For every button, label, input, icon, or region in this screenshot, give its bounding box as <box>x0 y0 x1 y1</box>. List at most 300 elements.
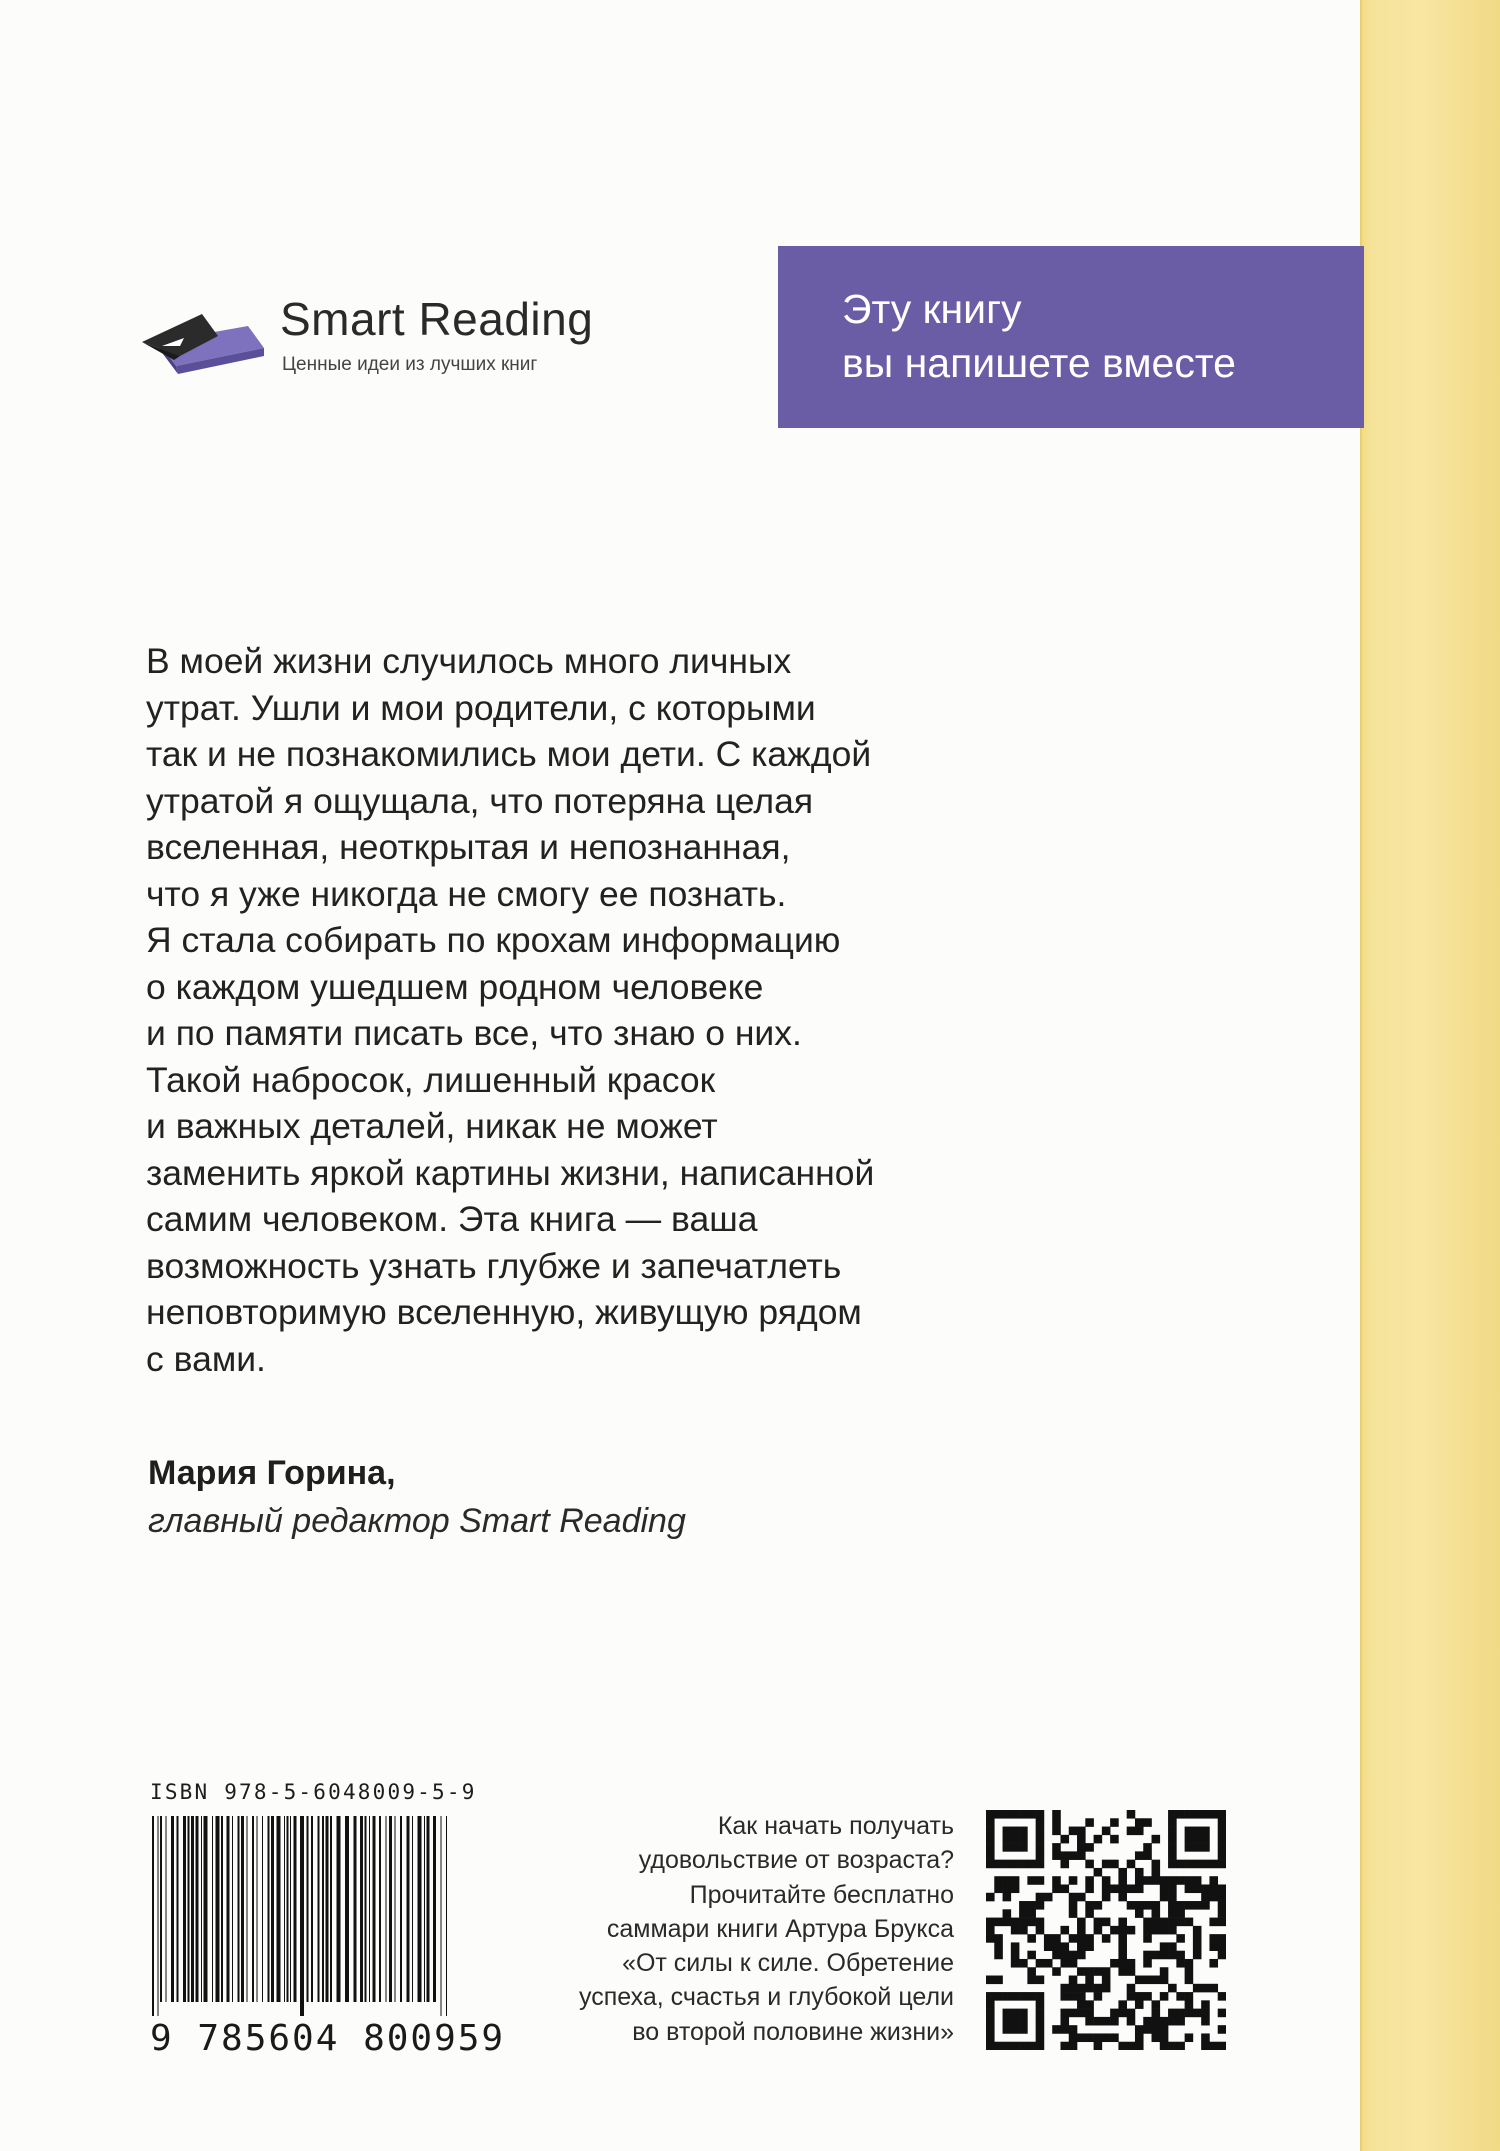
qr-module <box>1168 1909 1177 1918</box>
qr-module <box>1127 2009 1136 2018</box>
qr-module <box>1201 1835 1210 1844</box>
qr-module <box>1011 1827 1020 1836</box>
qr-module <box>1094 1926 1103 1935</box>
blurb-line: и важных деталей, никак не может <box>146 1106 718 1146</box>
qr-module <box>1036 1835 1045 1844</box>
barcode-bar <box>204 1816 208 2002</box>
qr-module <box>1077 1926 1086 1935</box>
barcode-bar <box>183 1816 186 2002</box>
qr-module <box>1160 1884 1169 1893</box>
barcode-bar <box>412 1816 413 2002</box>
qr-module <box>1060 2009 1069 2018</box>
qr-module <box>1185 1810 1194 1819</box>
brand-name: Smart Reading <box>280 293 594 345</box>
qr-module <box>1168 1843 1177 1852</box>
qr-module <box>1201 1827 1210 1836</box>
qr-module <box>1185 1901 1194 1910</box>
qr-module <box>1102 1860 1111 1869</box>
author-role: главный редактор Smart Reading <box>148 1502 686 1540</box>
qr-module <box>1152 1976 1161 1985</box>
qr-module <box>1019 2042 1028 2050</box>
qr-module <box>1201 2042 1210 2050</box>
qr-module <box>1118 1951 1127 1960</box>
blurb-line: и по памяти писать все, что знаю о них. <box>146 1013 802 1053</box>
qr-module <box>1185 1967 1194 1976</box>
promo-line: саммари книги Артура Брукса <box>606 1914 954 1943</box>
qr-module <box>1135 1851 1144 1860</box>
qr-module <box>986 2025 995 2034</box>
qr-module <box>1052 1810 1061 1819</box>
qr-module <box>1185 1918 1194 1927</box>
qr-module <box>1193 1835 1202 1844</box>
qr-module <box>1201 1810 1210 1819</box>
qr-module <box>1118 2042 1127 2050</box>
barcode-bar <box>271 1816 274 2002</box>
qr-module <box>1102 1934 1111 1943</box>
blurb-text <box>146 638 1016 1382</box>
qr-module <box>1060 1984 1069 1993</box>
qr-module <box>1060 1835 1069 1844</box>
qr-module <box>1152 2033 1161 2042</box>
qr-module <box>1094 1835 1103 1844</box>
qr-module <box>1011 2017 1020 2026</box>
qr-module <box>1019 1959 1028 1968</box>
qr-module <box>1193 1901 1202 1910</box>
qr-code-icon[interactable] <box>986 1810 1226 2050</box>
qr-module <box>1102 1976 1111 1985</box>
qr-module <box>1069 1909 1078 1918</box>
qr-module <box>1135 2000 1144 2009</box>
qr-module <box>1036 1876 1045 1885</box>
qr-module <box>1152 1860 1161 1869</box>
qr-module <box>1176 2017 1185 2026</box>
barcode-bar <box>326 1816 329 2002</box>
qr-module <box>1085 2009 1094 2018</box>
qr-module <box>1127 2042 1136 2050</box>
promo-line: Прочитайте бесплатно <box>689 1880 954 1909</box>
qr-module <box>1201 1860 1210 1869</box>
qr-module <box>1209 1959 1218 1968</box>
qr-module <box>1152 2025 1161 2034</box>
barcode-bar <box>395 1816 396 2002</box>
barcode-bar <box>221 1816 223 2002</box>
qr-module <box>1011 1918 1020 1927</box>
qr-module <box>1110 1884 1119 1893</box>
qr-module <box>994 1942 1003 1951</box>
qr-module <box>1011 1860 1020 1869</box>
qr-module <box>1135 1818 1144 1827</box>
qr-module <box>1027 1810 1036 1819</box>
qr-module <box>1193 1827 1202 1836</box>
qr-module <box>1036 1976 1045 1985</box>
qr-module <box>1003 1893 1012 1902</box>
qr-module <box>1069 2025 1078 2034</box>
qr-module <box>1036 1810 1045 1819</box>
qr-module <box>994 1992 1003 2001</box>
barcode-bar <box>152 1816 154 2016</box>
qr-module <box>1176 1860 1185 1869</box>
qr-module <box>1127 1959 1136 1968</box>
qr-module <box>1185 1976 1194 1985</box>
qr-module <box>1036 2042 1045 2050</box>
qr-module <box>1168 1818 1177 1827</box>
qr-module <box>1209 1918 1218 1927</box>
barcode-bar <box>365 1816 367 2002</box>
qr-module <box>1118 1876 1127 1885</box>
promo-line: во второй половине жизни» <box>632 2017 954 2046</box>
qr-module <box>1201 1893 1210 1902</box>
qr-module <box>1218 1827 1226 1836</box>
qr-module <box>1143 1901 1152 1910</box>
qr-module <box>1218 1934 1226 1943</box>
promo-line: «От силы к силе. Обретение <box>622 1949 954 1978</box>
qr-module <box>1168 1926 1177 1935</box>
qr-module <box>1168 1918 1177 1927</box>
qr-module <box>1003 1918 1012 1927</box>
barcode-bar <box>277 1816 281 2002</box>
blurb-line: так и не познакомились мои дети. С каждой <box>146 734 872 774</box>
qr-module <box>1152 2017 1161 2026</box>
qr-module <box>1127 1967 1136 1976</box>
qr-module <box>1085 1876 1094 1885</box>
qr-module <box>1060 2025 1069 2034</box>
qr-module <box>1168 1810 1177 1819</box>
qr-module <box>1152 2009 1161 2018</box>
qr-module <box>1077 2000 1086 2009</box>
qr-module <box>1077 1942 1086 1951</box>
qr-module <box>1160 1992 1169 2001</box>
barcode-bar <box>424 1816 425 2002</box>
qr-module <box>1160 2025 1169 2034</box>
qr-module <box>1069 1893 1078 1902</box>
qr-module <box>1168 2017 1177 2026</box>
qr-module <box>1185 1959 1194 1968</box>
blurb-line: Я стала собирать по крохам информацию <box>146 920 841 960</box>
barcode-bar <box>188 1816 190 2002</box>
qr-module <box>986 1860 995 1869</box>
qr-module <box>1011 1959 1020 1968</box>
qr-module <box>1019 1843 1028 1852</box>
qr-module <box>1118 1959 1127 1968</box>
qr-module <box>1060 1860 1069 1869</box>
qr-module <box>1011 1942 1020 1951</box>
qr-module <box>986 2042 995 2050</box>
qr-module <box>1135 1901 1144 1910</box>
qr-module <box>1118 1884 1127 1893</box>
qr-module <box>1085 2000 1094 2009</box>
qr-module <box>1127 1984 1136 1993</box>
qr-module <box>1135 2042 1144 2050</box>
blurb-line: возможность узнать глубже и запечатлеть <box>146 1245 842 1286</box>
banner-line-2: вы напишете вместе <box>842 340 1236 386</box>
qr-module <box>1218 1909 1226 1918</box>
barcode-bar <box>294 1816 297 2002</box>
barcode-bar <box>407 1816 410 2002</box>
qr-module <box>1218 1860 1226 1869</box>
qr-module <box>1193 1942 1202 1951</box>
qr-module <box>1118 1918 1127 1927</box>
qr-module <box>1118 2000 1127 2009</box>
qr-module <box>1185 2033 1194 2042</box>
barcode-bar <box>446 1816 447 2016</box>
qr-module <box>1185 1992 1194 2001</box>
qr-module <box>1077 1835 1086 1844</box>
qr-module <box>1019 1901 1028 1910</box>
qr-module <box>1209 1984 1218 1993</box>
qr-module <box>1193 1810 1202 1819</box>
qr-module <box>1152 1868 1161 1877</box>
qr-module <box>1143 2017 1152 2026</box>
qr-module <box>1143 1843 1152 1852</box>
qr-module <box>1019 1992 1028 2001</box>
blurb-line: что я уже никогда не смогу ее познать. <box>146 873 787 914</box>
blurb-line: утратой я ощущала, что потеряна целая <box>146 780 814 821</box>
qr-module <box>1060 1942 1069 1951</box>
qr-module <box>1094 1967 1103 1976</box>
qr-module <box>1060 1951 1069 1960</box>
qr-module <box>1036 2009 1045 2018</box>
qr-module <box>1102 1893 1111 1902</box>
qr-module <box>1118 1926 1127 1935</box>
qr-module <box>1168 1876 1177 1885</box>
qr-module <box>1027 1876 1036 1885</box>
qr-module <box>1127 1992 1136 2001</box>
qr-module <box>1060 1851 1069 1860</box>
blurb-line: о каждом ушедшем родном человеке <box>146 966 764 1007</box>
qr-module <box>1102 1984 1111 1993</box>
qr-module <box>986 2000 995 2009</box>
qr-module <box>1176 1959 1185 1968</box>
barcode-bar <box>322 1816 324 2002</box>
qr-module <box>1118 1893 1127 1902</box>
qr-module <box>1036 1851 1045 1860</box>
qr-module <box>1094 1868 1103 1877</box>
qr-module <box>1102 1827 1111 1836</box>
qr-module <box>1052 2025 1061 2034</box>
qr-module <box>1019 1926 1028 1935</box>
barcode-icon <box>148 1816 458 2016</box>
qr-module <box>1160 2033 1169 2042</box>
qr-module <box>1003 1909 1012 1918</box>
qr-module <box>1127 1901 1136 1910</box>
qr-module <box>1003 1827 1012 1836</box>
qr-module <box>994 1951 1003 1960</box>
qr-module <box>1193 1926 1202 1935</box>
barcode-bar <box>171 1816 174 2002</box>
qr-module <box>1168 1951 1177 1960</box>
barcode-bar <box>307 1816 309 2002</box>
blurb-line: заменить яркой картины жизни, написанной <box>146 1152 875 1193</box>
qr-module <box>1127 1810 1136 1819</box>
qr-module <box>1201 1984 1210 1993</box>
qr-module <box>1052 1951 1061 1960</box>
qr-module <box>1085 2017 1094 2026</box>
qr-module <box>1193 1934 1202 1943</box>
barcode-bar <box>290 1816 291 2002</box>
qr-module <box>994 2042 1003 2050</box>
qr-module <box>1077 1951 1086 1960</box>
qr-module <box>1168 1827 1177 1836</box>
qr-module <box>1077 2033 1086 2042</box>
barcode-bar <box>191 1816 194 2002</box>
qr-module <box>1011 1876 1020 1885</box>
qr-module <box>1077 1827 1086 1836</box>
qr-module <box>1218 2009 1226 2018</box>
qr-module <box>994 1884 1003 1893</box>
qr-module <box>1085 1860 1094 1869</box>
qr-module <box>1176 1909 1185 1918</box>
qr-module <box>1102 2033 1111 2042</box>
qr-module <box>1077 1984 1086 1993</box>
qr-module <box>1127 2017 1136 2026</box>
qr-module <box>1168 1851 1177 1860</box>
qr-module <box>1168 1835 1177 1844</box>
qr-module <box>1069 1934 1078 1943</box>
barcode-bar <box>318 1816 320 2002</box>
qr-module <box>1176 1992 1185 2001</box>
qr-module <box>1110 1835 1119 1844</box>
qr-module <box>1110 1818 1119 1827</box>
qr-module <box>1094 2042 1103 2050</box>
qr-module <box>1027 1976 1036 1985</box>
promo-line: успеха, счастья и глубокой цели <box>579 1983 954 2012</box>
qr-module <box>1052 1851 1061 1860</box>
qr-module <box>1152 1876 1161 1885</box>
qr-module <box>1209 1810 1218 1819</box>
qr-module <box>1102 1918 1111 1927</box>
qr-module <box>1218 1942 1226 1951</box>
qr-module <box>1209 1860 1218 1869</box>
qr-module <box>1218 1818 1226 1827</box>
qr-module <box>1011 1843 1020 1852</box>
qr-module <box>1135 1827 1144 1836</box>
barcode-bar <box>238 1816 240 2002</box>
qr-module <box>1069 1959 1078 1968</box>
blurb-line: В моей жизни случилось много личных <box>146 641 792 681</box>
qr-module <box>1193 2009 1202 2018</box>
qr-module <box>1003 1810 1012 1819</box>
barcode-bar <box>354 1816 357 2002</box>
qr-module <box>1011 1926 1020 1935</box>
blurb-line: вселенная, неоткрытая и непознанная, <box>146 827 791 867</box>
qr-module <box>1003 2017 1012 2026</box>
qr-module <box>1218 1843 1226 1852</box>
qr-module <box>1143 1934 1152 1943</box>
qr-module <box>1160 1876 1169 1885</box>
qr-module <box>1019 2017 1028 2026</box>
qr-module <box>1036 1827 1045 1836</box>
barcode-bar <box>227 1816 230 2002</box>
qr-module <box>1019 2009 1028 2018</box>
qr-module <box>1218 1893 1226 1902</box>
qr-module <box>1135 1884 1144 1893</box>
qr-module <box>1209 1934 1218 1943</box>
qr-module <box>1160 1893 1169 1902</box>
qr-module <box>1185 1860 1194 1869</box>
barcode-bar <box>360 1816 363 2002</box>
qr-module <box>1168 1901 1177 1910</box>
qr-module <box>1003 2042 1012 2050</box>
qr-module <box>1044 1942 1053 1951</box>
qr-module <box>1218 2042 1226 2050</box>
isbn-label: ISBN 978-5-6048009-5-9 <box>150 1780 477 1804</box>
qr-module <box>1036 2000 1045 2009</box>
qr-module <box>1085 1901 1094 1910</box>
qr-module <box>1027 1934 1036 1943</box>
qr-module <box>1193 1884 1202 1893</box>
qr-module <box>1085 1984 1094 1993</box>
qr-module <box>1077 1967 1086 1976</box>
barcode-bar <box>166 1816 167 2002</box>
qr-module <box>1036 1818 1045 1827</box>
qr-module <box>1218 1901 1226 1910</box>
barcode-bar <box>212 1816 213 2002</box>
qr-module <box>1168 1884 1177 1893</box>
qr-module <box>1176 1918 1185 1927</box>
qr-module <box>1077 1934 1086 1943</box>
qr-module <box>1218 1851 1226 1860</box>
qr-module <box>1077 1992 1086 2001</box>
qr-module <box>1052 1884 1061 1893</box>
qr-module <box>1176 1901 1185 1910</box>
qr-module <box>1143 1926 1152 1935</box>
qr-module <box>1168 1893 1177 1902</box>
qr-module <box>994 1976 1003 1985</box>
qr-module <box>1185 1843 1194 1852</box>
barcode-bar <box>373 1816 376 2002</box>
blurb-line: самим человеком. Эта книга — ваша <box>146 1199 758 1239</box>
qr-module <box>1152 1951 1161 1960</box>
barcode-bar <box>196 1816 199 2002</box>
qr-module <box>986 1851 995 1860</box>
qr-module <box>986 1893 995 1902</box>
qr-module <box>1118 1967 1127 1976</box>
qr-module <box>1036 1860 1045 1869</box>
book-spine <box>1362 0 1500 2151</box>
qr-module <box>1201 2000 1210 2009</box>
qr-module <box>1193 1876 1202 1885</box>
qr-module <box>1152 1901 1161 1910</box>
qr-module <box>1036 2017 1045 2026</box>
qr-module <box>1036 1893 1045 1902</box>
qr-module <box>994 1860 1003 1869</box>
barcode-bar <box>369 1816 370 2002</box>
qr-module <box>1027 1860 1036 1869</box>
barcode-bar <box>418 1816 422 2002</box>
qr-module <box>1052 1843 1061 1852</box>
barcode-bar <box>300 1816 304 2016</box>
barcode-bar <box>216 1816 220 2002</box>
qr-module <box>1085 1942 1094 1951</box>
qr-module <box>1052 1818 1061 1827</box>
qr-module <box>1193 1860 1202 1869</box>
qr-module <box>1011 1835 1020 1844</box>
qr-module <box>1060 1959 1069 1968</box>
barcode-bar <box>389 1816 392 2002</box>
qr-module <box>1060 1992 1069 2001</box>
qr-module <box>1060 2042 1069 2050</box>
qr-module <box>986 1934 995 1943</box>
qr-module <box>1201 1901 1210 1910</box>
qr-module <box>1143 1918 1152 1927</box>
qr-module <box>986 1810 995 1819</box>
qr-module <box>1185 2000 1194 2009</box>
qr-module <box>1143 1959 1152 1968</box>
qr-module <box>1069 2009 1078 2018</box>
qr-module <box>1069 1901 1078 1910</box>
qr-module <box>1019 1827 1028 1836</box>
qr-module <box>1044 1934 1053 1943</box>
